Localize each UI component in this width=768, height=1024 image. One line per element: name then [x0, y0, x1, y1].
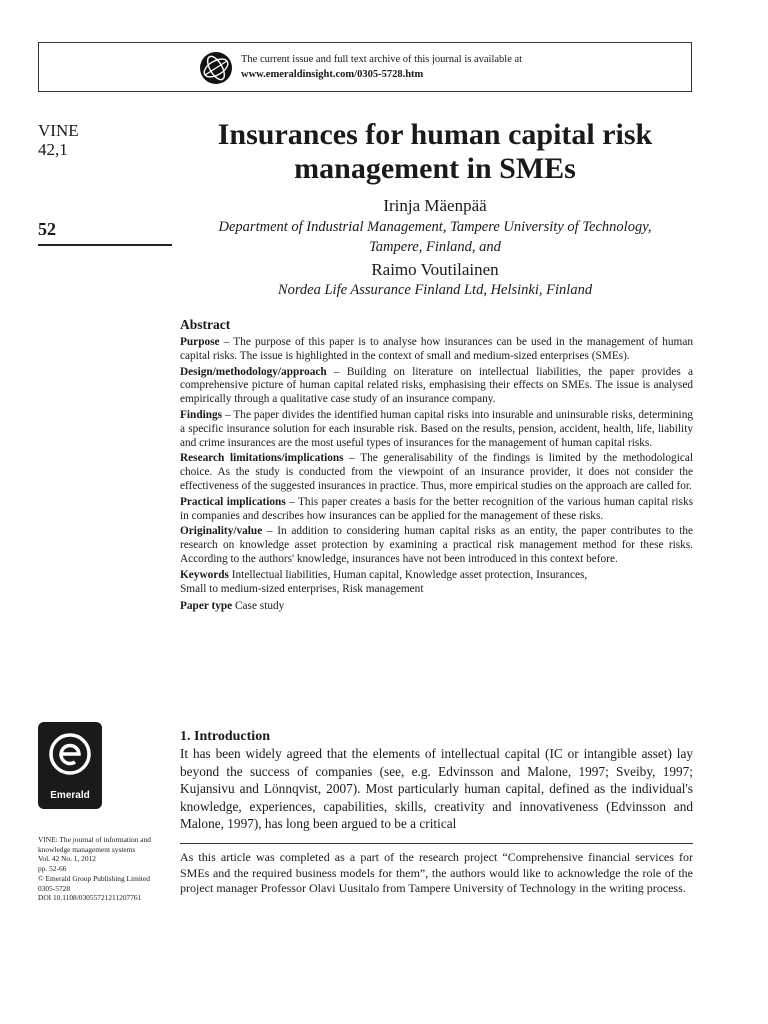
info-line: pp. 52-66: [38, 864, 67, 874]
author-2: Raimo Voutilainen: [371, 260, 499, 279]
keywords-label: Keywords: [180, 568, 229, 581]
introduction-heading: 1. Introduction: [180, 729, 270, 744]
design-text: – Building on literature on intellectual liabilities, the paper provides a comprehensive picture of human capital related risks, emphasising their effects on SMEs. The issue is analysed empirically through a qualitative case study of an insurance company.: [180, 365, 693, 406]
paper-type-label: Paper type: [180, 600, 233, 613]
abstract-research-limitations: [180, 452, 693, 493]
paper-type-text: Case study: [232, 600, 285, 613]
emerald-e-icon: [48, 730, 92, 782]
publication-info: [38, 835, 178, 903]
keywords-line-1: [180, 569, 693, 583]
journal-url-link[interactable]: www.emeraldinsight.com/0305-5728.htm: [241, 69, 424, 80]
globe-icon: [199, 51, 233, 85]
info-line: VINE: The journal of information and: [38, 835, 151, 844]
affiliation-1: [170, 217, 700, 257]
purpose-label: Purpose: [180, 336, 220, 348]
emerald-logo-word: Emerald: [50, 790, 90, 801]
purpose-text: – The purpose of this paper is to analyse how insurances can be used in the management of human capital risks. The issue is highlighted in the context of small and medium-sized enterprises (SMEs).: [180, 336, 693, 362]
page-number-rule: [38, 244, 172, 246]
abstract-keywords: [180, 569, 693, 597]
author-1: Irinja Mäenpää: [383, 196, 487, 215]
abstract-heading: Abstract: [180, 317, 231, 332]
abstract-originality: [180, 525, 693, 566]
journal-volume-block: [38, 121, 79, 159]
keywords-text-2: Small to medium-sized enterprises, Risk management: [180, 582, 424, 595]
abstract-design: [180, 366, 693, 407]
availability-note: [241, 52, 522, 82]
abstract-section: [180, 317, 693, 614]
abstract-findings: [180, 409, 693, 450]
info-line: © Emerald Group Publishing Limited: [38, 873, 150, 883]
originality-label: Originality/value: [180, 525, 263, 538]
article-title: [170, 118, 700, 186]
practical-text: – This paper creates a basis for the better recognition of the various human capital risks in companies and describes how insurances can be applied for the management of these risks.: [180, 495, 693, 522]
acknowledgement-footnote: As this article was completed as a part of the research project “Comprehensive financial services for SMEs and the required business models for them”, the authors would like to acknowledge the role of the project manager Professor Olavi Uusitalo from Tampere University of Technology in the writing process.: [180, 850, 693, 895]
journal-availability-box: [38, 42, 692, 92]
emerald-logo: [38, 722, 102, 809]
findings-text: – The paper divides the identified human capital risks into insurable and uninsurable risks, determining a specific insurance solution for each insurable risk. Based on the results, pension, accident, health, life, liability and crime insurances are the most useful types of insurances for the management of human capital risks.: [180, 408, 693, 449]
info-line: 0305-5728: [38, 883, 71, 893]
research-label: Research limitations/implications: [180, 452, 344, 465]
availability-line: The current issue and full text archive of this journal is available at: [241, 54, 523, 65]
affiliation-1-line-1: Department of Industrial Management, Tampere University of Technology,: [218, 219, 652, 235]
abstract-purpose: [180, 336, 693, 364]
affiliation-2: Nordea Life Assurance Finland Ltd, Helsinki, Finland: [277, 282, 593, 298]
title-line-2: management in SMEs: [294, 152, 576, 185]
abstract-paper-type: [180, 600, 693, 614]
findings-label: Findings: [180, 408, 223, 421]
practical-label: Practical implications: [180, 495, 286, 508]
page-number: 52: [38, 219, 56, 239]
info-line: Vol. 42 No. 1, 2012: [38, 854, 96, 864]
design-label: Design/methodology/approach: [180, 365, 327, 378]
info-line: DOI 10.1108/03055721211207761: [38, 893, 142, 903]
info-line: knowledge management systems: [38, 844, 136, 854]
originality-text: – In addition to considering human capital risks as an entity, the paper contributes to the research on knowledge asset protection by examining a practical risk management method for these risks. According to the authors' knowledge, insurances have not been introduced in this context before.: [180, 525, 693, 565]
footnote-rule: [180, 843, 693, 844]
volume-issue: 42,1: [38, 140, 68, 159]
title-line-1: Insurances for human capital risk: [217, 118, 653, 151]
introduction-body: It has been widely agreed that the elements of intellectual capital (IC or intangible asset) lay beyond the success of companies (see, e.g. Edvinsson and Malone, 1997; Sveiby, 1997; Kujansivu and Lönnqvist, 2007). Most particularly human capital, defined as the individual's knowledge, experiences, capabilities, skills, creativity and innovativeness (Edvinsson and Malone, 1997), has long been argued to be a critical: [180, 746, 693, 831]
research-text: – The generalisability of the findings is limited by the methodological choice. As the study is conducted from the viewpoint of an insurance provider, it does not consider the effectiveness of the suggested insurances in practice. Thus, more empirical studies on the approach are called for.: [180, 452, 693, 492]
journal-name: VINE: [38, 121, 79, 140]
abstract-practical-implications: [180, 496, 693, 524]
affiliation-1-line-2: Tampere, Finland, and: [369, 239, 501, 255]
keywords-text-1: Intellectual liabilities, Human capital, Knowledge asset protection, Insurances,: [228, 568, 588, 581]
